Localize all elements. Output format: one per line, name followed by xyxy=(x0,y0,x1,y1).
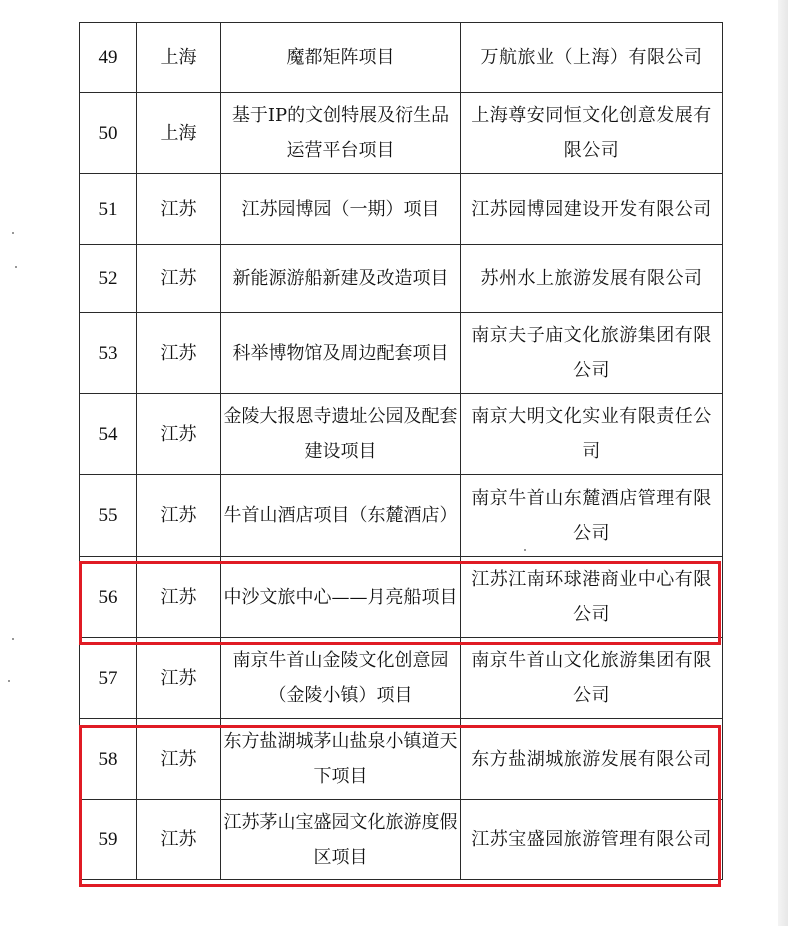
project-cell: 科举博物馆及周边配套项目 xyxy=(221,313,461,394)
province-cell: 江苏 xyxy=(137,638,221,719)
scan-speck xyxy=(12,232,14,234)
project-cell: 江苏茅山宝盛园文化旅游度假区项目 xyxy=(221,800,461,880)
table-row xyxy=(80,394,723,475)
enterprise-cell: 苏州水上旅游发展有限公司 xyxy=(461,245,723,313)
row-number: 55 xyxy=(80,475,137,557)
project-table xyxy=(79,22,723,880)
table-row xyxy=(80,174,723,245)
province-cell: 江苏 xyxy=(137,313,221,394)
enterprise-cell: 江苏园博园建设开发有限公司 xyxy=(461,174,723,245)
table-row xyxy=(80,557,723,638)
table-row xyxy=(80,93,723,174)
row-number: 51 xyxy=(80,174,137,245)
project-cell: 牛首山酒店项目（东麓酒店） xyxy=(221,475,461,557)
enterprise-cell: 江苏江南环球港商业中心有限公司 xyxy=(461,557,723,638)
row-number: 49 xyxy=(80,23,137,93)
row-number: 56 xyxy=(80,557,137,638)
page-edge-shadow xyxy=(778,0,788,926)
project-cell: 中沙文旅中心——月亮船项目 xyxy=(221,557,461,638)
province-cell: 江苏 xyxy=(137,394,221,475)
enterprise-cell: 南京夫子庙文化旅游集团有限公司 xyxy=(461,313,723,394)
table-row xyxy=(80,245,723,313)
province-cell: 江苏 xyxy=(137,475,221,557)
province-cell: 江苏 xyxy=(137,800,221,880)
table-row xyxy=(80,313,723,394)
table-row xyxy=(80,475,723,557)
row-number: 54 xyxy=(80,394,137,475)
table-row xyxy=(80,638,723,719)
enterprise-cell: 南京牛首山东麓酒店管理有限公司 xyxy=(461,475,723,557)
row-number: 52 xyxy=(80,245,137,313)
project-cell: 江苏园博园（一期）项目 xyxy=(221,174,461,245)
enterprise-cell: 南京牛首山文化旅游集团有限公司 xyxy=(461,638,723,719)
enterprise-cell: 上海尊安同恒文化创意发展有限公司 xyxy=(461,93,723,174)
province-cell: 上海 xyxy=(137,93,221,174)
province-cell: 江苏 xyxy=(137,557,221,638)
enterprise-cell: 东方盐湖城旅游发展有限公司 xyxy=(461,719,723,800)
project-cell: 基于IP的文创特展及衍生品运营平台项目 xyxy=(221,93,461,174)
row-number: 57 xyxy=(80,638,137,719)
project-cell: 金陵大报恩寺遗址公园及配套建设项目 xyxy=(221,394,461,475)
enterprise-cell: 江苏宝盛园旅游管理有限公司 xyxy=(461,800,723,880)
province-cell: 江苏 xyxy=(137,245,221,313)
project-cell: 东方盐湖城茅山盐泉小镇道天下项目 xyxy=(221,719,461,800)
row-number: 53 xyxy=(80,313,137,394)
enterprise-cell: 南京大明文化实业有限责任公司 xyxy=(461,394,723,475)
row-number: 59 xyxy=(80,800,137,880)
project-cell: 南京牛首山金陵文化创意园（金陵小镇）项目 xyxy=(221,638,461,719)
table-row xyxy=(80,719,723,800)
province-cell: 上海 xyxy=(137,23,221,93)
project-cell: 新能源游船新建及改造项目 xyxy=(221,245,461,313)
table-row xyxy=(80,23,723,93)
row-number: 58 xyxy=(80,719,137,800)
enterprise-cell: 万航旅业（上海）有限公司 xyxy=(461,23,723,93)
province-cell: 江苏 xyxy=(137,174,221,245)
province-cell: 江苏 xyxy=(137,719,221,800)
scan-speck xyxy=(15,266,17,268)
scan-speck xyxy=(12,638,14,640)
row-number: 50 xyxy=(80,93,137,174)
scan-speck xyxy=(8,680,10,682)
project-cell: 魔都矩阵项目 xyxy=(221,23,461,93)
table-row xyxy=(80,800,723,880)
scan-speck xyxy=(524,549,526,551)
